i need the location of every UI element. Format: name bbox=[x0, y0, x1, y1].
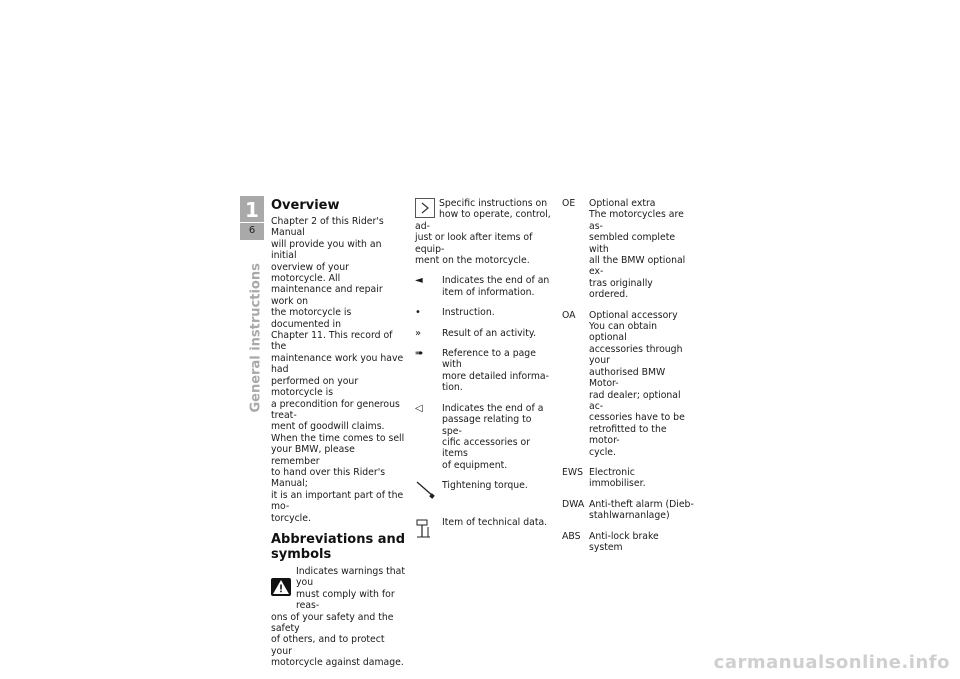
torque-wrench-icon bbox=[415, 480, 442, 508]
abbreviation-code: DWA bbox=[562, 498, 585, 510]
abbreviation-line: You can obtain optional bbox=[589, 321, 658, 344]
symbol-line: item of information. bbox=[442, 286, 535, 298]
abbreviation-line: Optional extra bbox=[589, 198, 656, 209]
overview-line: will provide you with an initial bbox=[271, 238, 382, 262]
abbreviation-line: cycle. bbox=[589, 446, 616, 458]
abbreviation-entry bbox=[562, 499, 694, 522]
abbreviation-entry bbox=[562, 467, 694, 490]
column-overview bbox=[271, 198, 406, 669]
instruction-arrow-icon bbox=[415, 198, 435, 218]
page-number: 6 bbox=[248, 225, 256, 236]
overview-heading: Overview bbox=[271, 198, 340, 213]
warning-line: motorcycle against damage. bbox=[271, 657, 404, 669]
abbreviation-line: all the BMW optional ex- bbox=[589, 255, 686, 278]
symbol-entry bbox=[415, 275, 553, 298]
overview-line: When the time comes to sell bbox=[271, 432, 405, 444]
chapter-tab-divider bbox=[240, 222, 264, 223]
instruction-line: how to operate, control, ad- bbox=[415, 209, 551, 232]
instruction-line: Specific instructions on bbox=[439, 198, 548, 209]
warning-note bbox=[271, 566, 406, 669]
bullet-icon: • bbox=[415, 307, 421, 319]
warning-line: must comply with for reas- bbox=[296, 588, 395, 612]
abbreviation-line: cessories have to be bbox=[589, 412, 685, 424]
abbreviation-line: Optional accessory bbox=[589, 309, 678, 321]
warning-triangle-icon bbox=[271, 578, 291, 596]
warning-line: Indicates warnings that you bbox=[296, 565, 405, 589]
instruction-line: ment on the motorcycle. bbox=[415, 255, 530, 267]
overview-line: it is an important part of the mo- bbox=[271, 489, 404, 513]
watermark: carmanualsonline.info bbox=[713, 652, 950, 673]
result-icon: » bbox=[415, 327, 422, 339]
symbol-line: Result of an activity. bbox=[442, 327, 537, 339]
symbol-entry bbox=[415, 307, 553, 318]
symbol-entry bbox=[415, 348, 553, 394]
page-reference-icon: ➠ bbox=[415, 348, 424, 360]
overview-text bbox=[271, 216, 406, 524]
technical-data-text: Item of technical data. bbox=[442, 517, 548, 529]
symbol-entry bbox=[415, 403, 553, 471]
abbreviation-line: retrofitted to the motor- bbox=[589, 423, 667, 447]
overview-line: maintenance and repair work on bbox=[271, 284, 383, 307]
abbreviation-line: authorised BMW Motor- bbox=[589, 366, 666, 390]
symbol-line: more detailed informa- bbox=[442, 370, 549, 382]
symbol-line: Reference to a page with bbox=[442, 348, 536, 371]
column-symbols bbox=[415, 198, 553, 552]
symbol-line: Indicates the end of a bbox=[442, 402, 544, 414]
overview-line: Chapter 2 of this Rider's Manual bbox=[271, 216, 384, 239]
abbreviation-entry bbox=[562, 310, 694, 458]
abbreviation-line: Anti-theft alarm (Dieb- bbox=[589, 498, 694, 510]
overview-line: a precondition for generous treat- bbox=[271, 398, 400, 421]
abbreviation-code: EWS bbox=[562, 466, 583, 478]
abbreviation-line: rad dealer; optional ac- bbox=[589, 389, 681, 412]
abbreviations-heading bbox=[271, 532, 406, 562]
overview-line: to hand over this Rider's Manual; bbox=[271, 466, 386, 490]
symbol-line: Indicates the end of an bbox=[442, 275, 550, 287]
abbreviation-code: OA bbox=[562, 309, 576, 321]
symbol-line: tion. bbox=[442, 382, 463, 394]
symbol-entry bbox=[415, 480, 553, 508]
overview-line: performed on your motorcycle is bbox=[271, 375, 359, 399]
overview-line: overview of your motorcycle. All bbox=[271, 261, 349, 285]
instruction-line: just or look after items of equip- bbox=[415, 232, 533, 255]
abbreviations-heading-line1: Abbreviations and bbox=[271, 531, 406, 547]
abbreviation-line: Anti-lock brake system bbox=[589, 530, 659, 553]
abbreviation-line: The motorcycles are as- bbox=[589, 209, 684, 232]
symbol-line: of equipment. bbox=[442, 459, 508, 471]
abbreviation-line: stahlwarnanlage) bbox=[589, 510, 670, 522]
symbol-entry bbox=[415, 328, 553, 339]
end-of-info-icon: ◄ bbox=[415, 275, 423, 287]
abbreviations-heading-line2: symbols bbox=[271, 546, 332, 562]
abbreviation-line: Electronic immobiliser. bbox=[589, 466, 646, 490]
symbol-line: Instruction. bbox=[442, 307, 495, 319]
symbol-entry bbox=[415, 517, 553, 542]
technical-data-icon bbox=[415, 517, 442, 542]
abbreviation-line: accessories through your bbox=[589, 343, 683, 367]
column-abbreviations bbox=[562, 198, 694, 562]
symbol-line: passage relating to spe- bbox=[442, 414, 532, 437]
torque-text: Tightening torque. bbox=[442, 480, 528, 492]
symbol-line: cific accessories or items bbox=[442, 436, 531, 460]
side-section-title: General instructions bbox=[248, 263, 264, 413]
warning-line: of others, and to protect your bbox=[271, 634, 385, 657]
abbreviation-line: sembled complete with bbox=[589, 232, 676, 255]
overview-line: Chapter 11. This record of the bbox=[271, 330, 393, 353]
overview-line: torcycle. bbox=[271, 512, 311, 524]
overview-line: your BMW, please remember bbox=[271, 444, 355, 467]
abbreviation-entry bbox=[562, 531, 694, 554]
instruction-symbol-entry bbox=[415, 198, 553, 266]
abbreviation-entry bbox=[562, 198, 694, 301]
chapter-number: 1 bbox=[245, 198, 259, 222]
abbreviation-line: tras originally ordered. bbox=[589, 277, 653, 301]
abbreviation-code: ABS bbox=[562, 530, 581, 542]
abbreviation-code: OE bbox=[562, 198, 576, 209]
overview-line: the motorcycle is documented in bbox=[271, 307, 352, 330]
end-of-accessory-passage-icon: ◁ bbox=[415, 402, 423, 414]
warning-line: ons of your safety and the safety bbox=[271, 611, 394, 634]
overview-line: maintenance work you have had bbox=[271, 352, 404, 376]
overview-line: ment of goodwill claims. bbox=[271, 421, 385, 433]
